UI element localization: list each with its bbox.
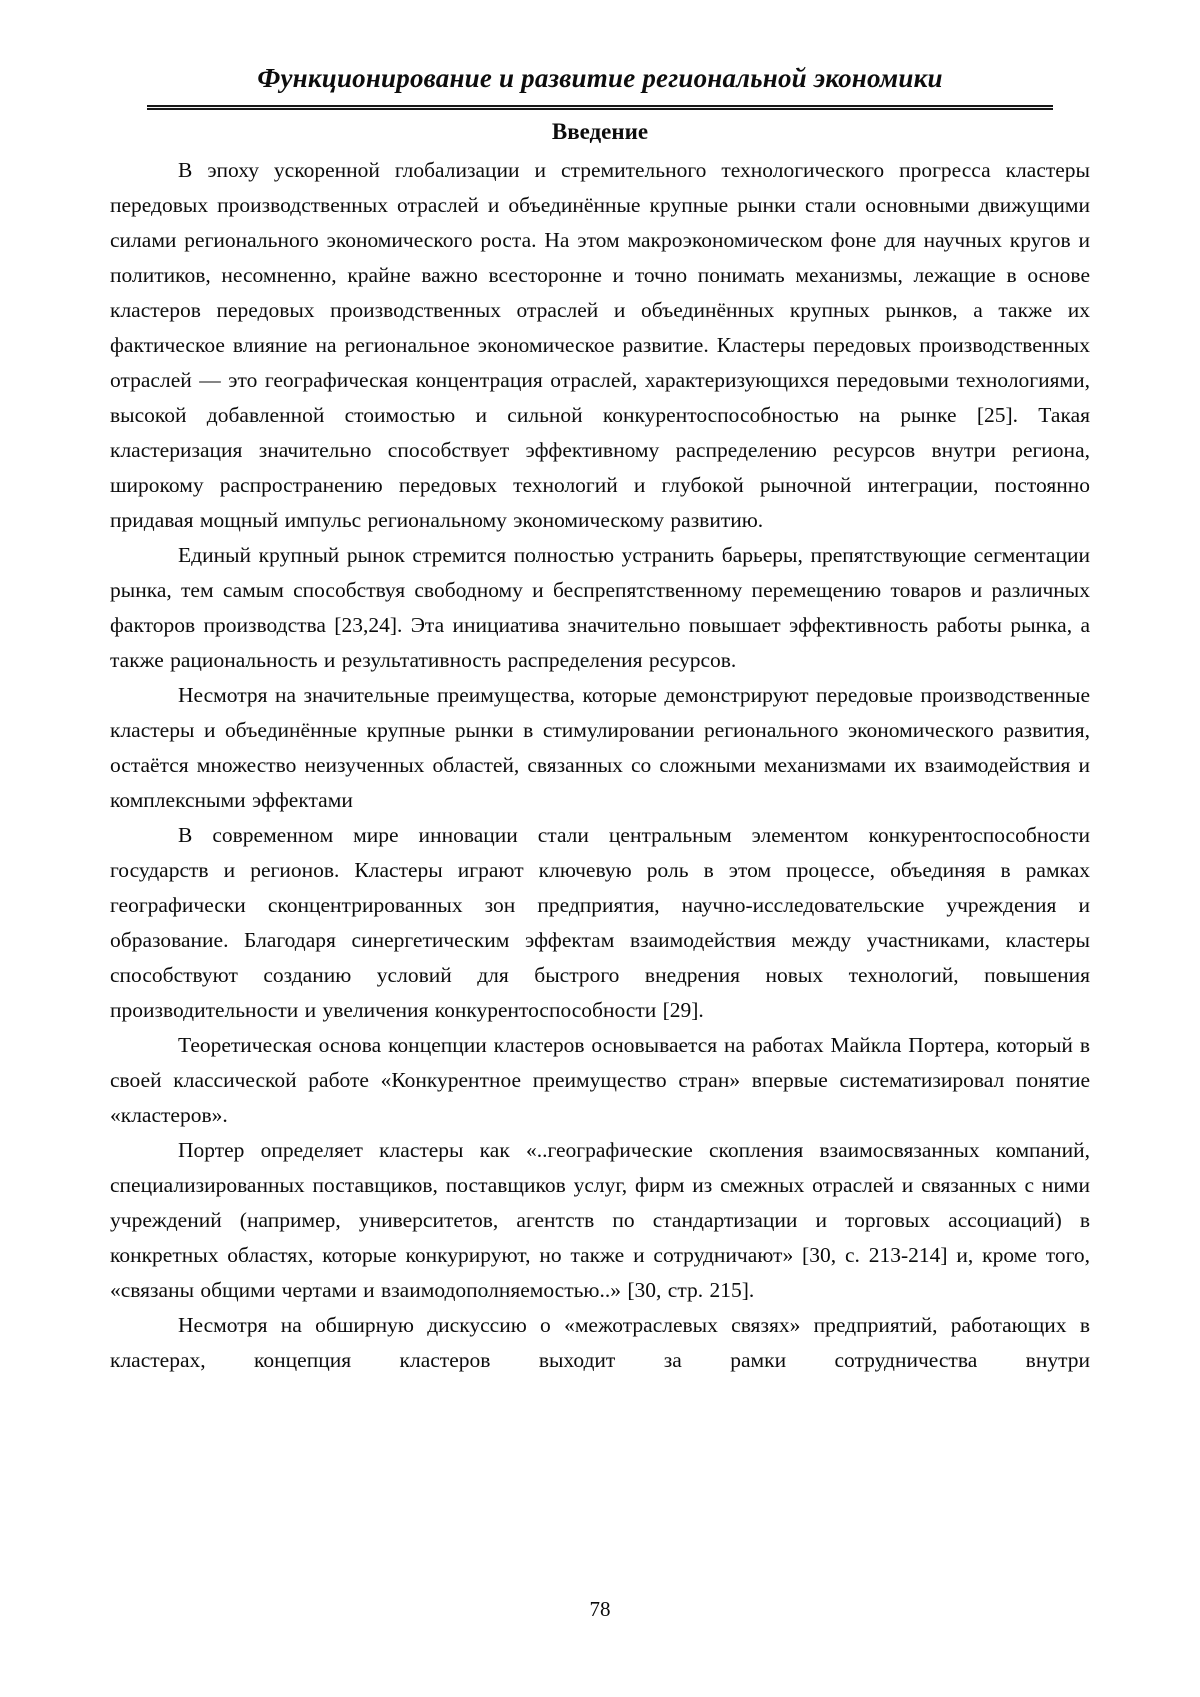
paragraph: В современном мире инновации стали центральным элементом конкурентоспособности государств и регионов. Кластеры играют ключевую роль в этом процессе, объединяя в рамках географически сконцентрированных зон предприятия, научно-исследовательские учреждения и образование. Благодаря синергетическим эффектам взаимодействия между участниками, кластеры способствуют созданию условий для быстрого внедрения новых технологий, повышения производительности и увеличения конкурентоспособности [29]. bbox=[110, 823, 1090, 1022]
paragraph: Единый крупный рынок стремится полностью устранить барьеры, препятствующие сегментации рынка, тем самым способствуя свободному и беспрепятственному перемещению товаров и различных факторов производства [23,24]. Эта инициатива значительно повышает эффективность работы рынка, а также рациональность и результативность распределения ресурсов. bbox=[110, 543, 1090, 672]
paragraph: Теоретическая основа концепции кластеров основывается на работах Майкла Портера, который в своей классической работе «Конкурентное преимущество стран» впервые систематизировал понятие «кластеров». bbox=[110, 1033, 1090, 1127]
paragraph: В эпоху ускоренной глобализации и стремительного технологического прогресса кластеры передовых производственных отраслей и объединённые крупные рынки стали основными движущими силами регионального экономического роста. На этом макроэкономическом фоне для научных кругов и политиков, несомненно, крайне важно всесторонне и точно понимать механизмы, лежащие в основе кластеров передовых производственных отраслей и объединённых крупных рынков, а также их фактическое влияние на региональное экономическое развитие. Кластеры передовых производственных отраслей — это географическая концентрация отраслей, характеризующихся передовыми технологиями, высокой добавленной стоимостью и сильной конкурентоспособностью на рынке [25]. Такая кластеризация значительно способствует эффективному распределению ресурсов внутри региона, широкому распространению передовых технологий и глубокой рыночной интеграции, постоянно придавая мощный импульс региональному экономическому развитию. bbox=[110, 158, 1090, 532]
page-number: 78 bbox=[589, 1597, 611, 1621]
paragraph: Несмотря на обширную дискуссию о «межотраслевых связях» предприятий, работающих в кластерах, концепция кластеров выходит за рамки сотрудничества внутри bbox=[110, 1313, 1090, 1372]
paragraph: Несмотря на значительные преимущества, которые демонстрируют передовые производственные кластеры и объединённые крупные рынки в стимулировании регионального экономического развития, остаётся множество неизученных областей, связанных со сложными механизмами их взаимодействия и комплексными эффектами bbox=[110, 683, 1090, 812]
body-text bbox=[110, 153, 1090, 1378]
paragraph: Портер определяет кластеры как «..географические скопления взаимосвязанных компаний, специализированных поставщиков, поставщиков услуг, фирм из смежных отраслей и связанных с ними учреждений (например, университетов, агентств по стандартизации и торговых ассоциаций) в конкретных областях, которые конкурируют, но также и сотрудничают» [30, с. 213-214] и, кроме того, «связаны общими чертами и взаимодополняемостью..» [30, стр. 215]. bbox=[110, 1138, 1090, 1302]
running-header-title: Функционирование и развитие региональной экономики bbox=[257, 63, 943, 93]
header-rule bbox=[147, 105, 1053, 110]
section-title: Введение bbox=[551, 119, 649, 144]
